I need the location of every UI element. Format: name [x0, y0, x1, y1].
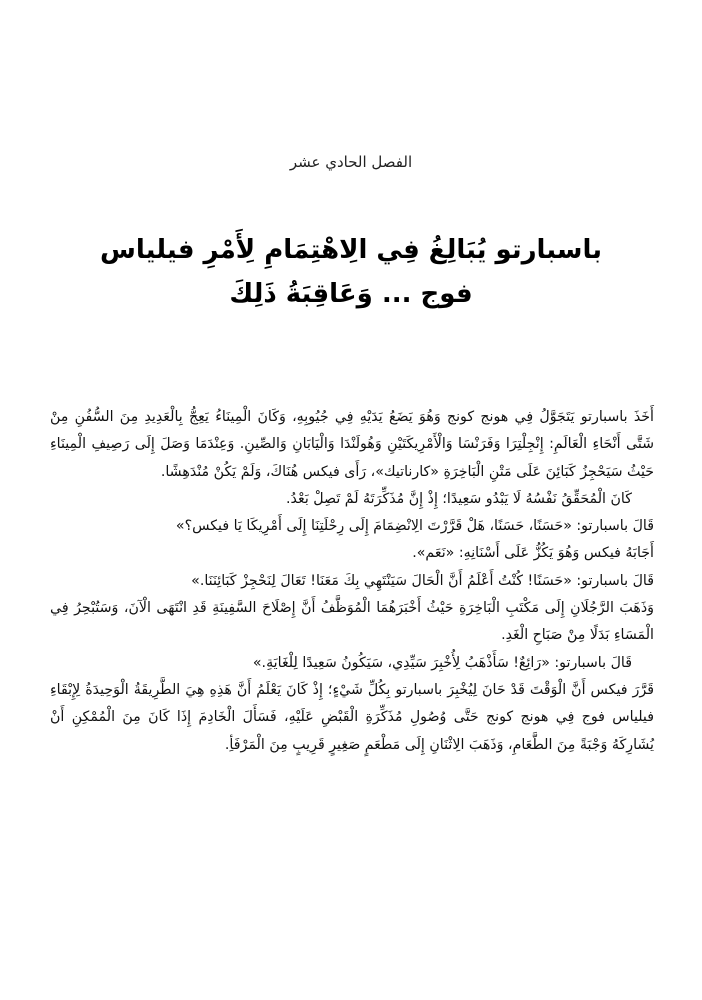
chapter-body: [50, 404, 654, 759]
paragraph: قَالَ باسبارتو: «حَسَنًا! كُنْتُ أَعْلَمُ أَنَّ الْحَالَ سَيَنْتَهِي بِكَ مَعَنَا! تَعَالَ لِنَحْجِزْ كَبَائِنَنَا.»: [191, 572, 654, 589]
paragraph: وَذَهَبَ الرَّجُلَانِ إِلَى مَكْتَبِ الْبَاخِرَةِ حَيْثُ أَخْبَرَهُمَا الْمُوَظَّفُ أَنَّ إِصْلَاحَ السَّفِينَةِ قَدِ انْتَهَى الْآنَ، وَسَتُبْحِرُ فِي الْمَسَاءِ بَدَلًا مِنْ صَبَاحِ الْغَدِ.: [50, 600, 654, 644]
chapter-title-line-2: فوج ... وَعَاقِبَةُ ذَلِكَ: [229, 279, 473, 309]
paragraph: قَالَ باسبارتو: «رَائِعٌ! سَأَذْهَبُ لِأُخْبِرَ سَيِّدِي، سَيَكُونُ سَعِيدًا لِلْغَايَةِ.»: [252, 654, 632, 671]
chapter-title-line-1: باسبارتو يُبَالِغُ فِي الِاهْتِمَامِ لِأَمْرِ فيلياس: [99, 235, 603, 265]
paragraph: كَانَ الْمُحَقِّقُ نَفْسُهُ لَا يَبْدُو سَعِيدًا؛ إِذْ إِنَّ مُذَكِّرَتَهُ لَمْ تَصِلْ بَعْدُ.: [286, 490, 632, 507]
paragraph: أَجَابَهُ فيكس وَهُوَ يَكُزُّ عَلَى أَسْنَانِهِ: «نَعَم».: [412, 545, 654, 562]
paragraph: قَرَّرَ فيكس أَنَّ الْوَقْتَ قَدْ حَانَ لِيُخْبِرَ باسبارتو بِكُلِّ شَيْءٍ؛ إِذْ كَانَ يَعْلَمُ أَنَّ هَذِهِ هِيَ الطَّرِيقَةُ الْوَحِيدَةُ لِإِبْقَاءِ فيلياس فوج فِي هونج كونج حَتَّى وُصُولِ مُذَكِّرَةِ الْقَبْضِ عَلَيْهِ، فَسَأَلَ الْخَادِمَ إِذَا كَانَ مِنَ الْمُمْكِنِ أَنْ يُشَارِكَهُ وَجْبَةً مِنَ الطَّعَامِ، وَذَهَبَ الِاثْنَانِ إِلَى مَطْعَمٍ صَغِيرٍ قَرِيبٍ مِنَ الْمَرْفَأِ.: [50, 681, 654, 753]
paragraph: أَخَذَ باسبارتو يَتَجَوَّلُ فِي هونج كونج وَهُوَ يَضَعُ يَدَيْهِ فِي جُيُوبِهِ، وَكَانَ الْمِينَاءُ يَعِجُّ بِالْعَدِيدِ مِنَ السُّفُنِ مِنْ شَتَّى أَنْحَاءِ الْعَالَمِ: إِنْجِلْتِرَا وَفَرَنْسَا وَالْأَمْرِيكَتَيْنِ وَهُولَنْدَا وَالْيَابَانِ وَالصِّينِ. وَعِنْدَمَا وَصَلَ إِلَى رَصِيفِ الْمِينَاءِ حَيْثُ سَيَحْجِزُ كَبَائِنَ عَلَى مَتْنِ الْبَاخِرَةِ «كارناتيك»، رَأَى فيكس هُنَاكَ، وَلَمْ يَكُنْ مُنْدَهِشًا.: [50, 409, 654, 480]
chapter-label: الفصل الحادي عشر: [289, 153, 413, 171]
paragraph: قَالَ باسبارتو: «حَسَنًا، حَسَنًا، هَلْ قَرَّرْتَ الِانْضِمَامَ إِلَى رِحْلَتِنَا إِلَى أَمْرِيكَا يَا فيكس؟»: [175, 518, 654, 535]
chapter-title: [60, 228, 642, 316]
